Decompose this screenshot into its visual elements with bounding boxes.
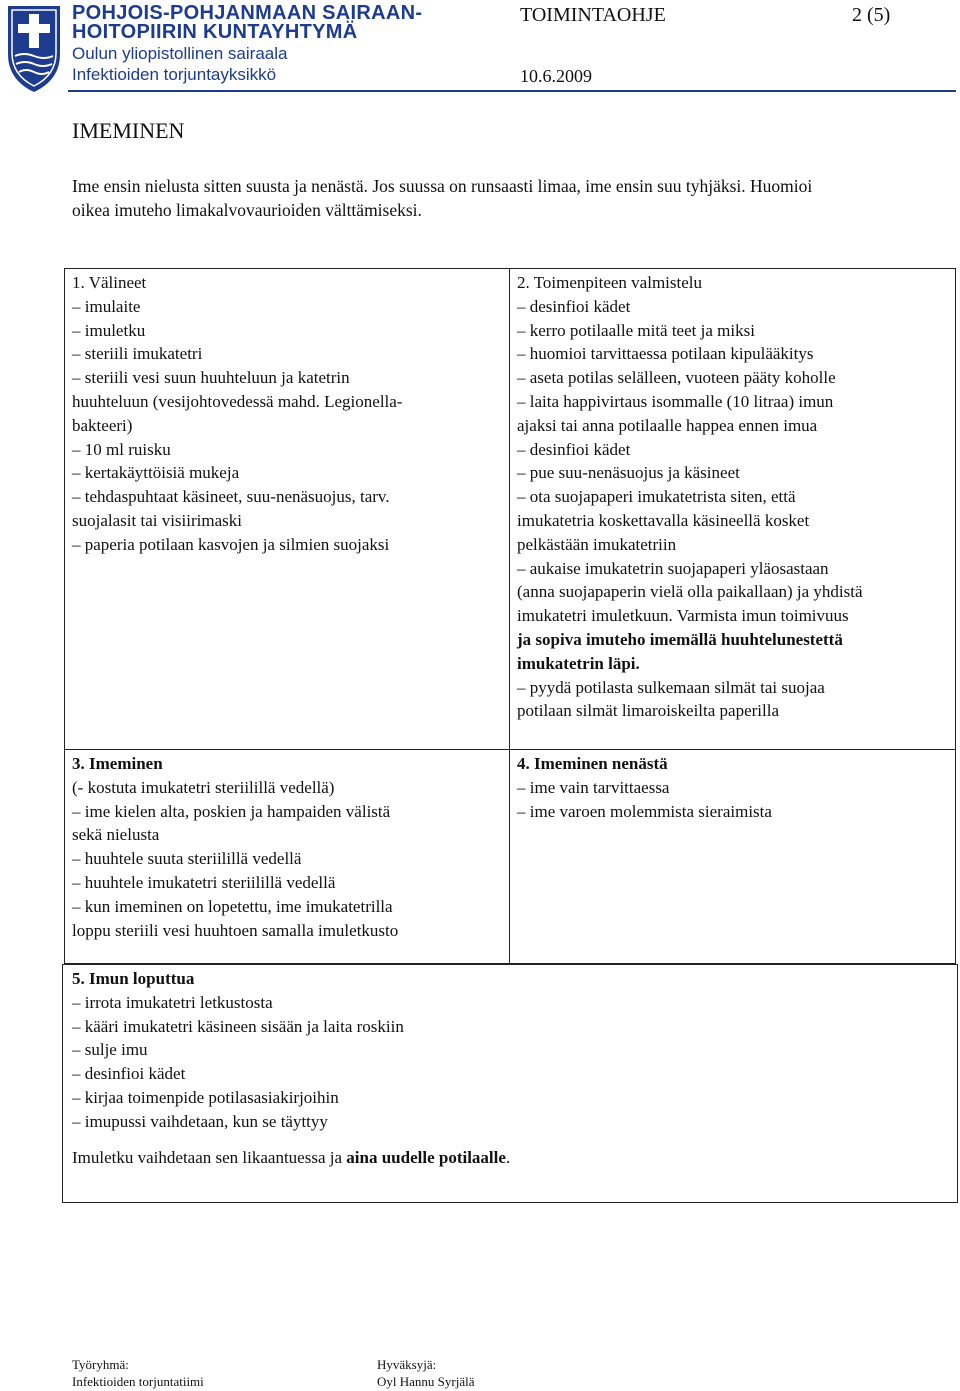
hospital-name: Oulun yliopistollinen sairaala <box>72 44 288 63</box>
list-item: – ota suojapaperi imukatetrista siten, että <box>517 487 796 507</box>
list-item: ajaksi tai anna potilaalle happea ennen imua <box>517 415 818 435</box>
list-item: – imupussi vaihdetaan, kun se täyttyy <box>72 1111 328 1131</box>
list-item: – imulaite <box>72 296 141 316</box>
unit-name: Infektioiden torjuntayksikkö <box>72 65 277 84</box>
list-item: imukatetri imuletkuun. Varmista imun toimivuus <box>517 606 849 626</box>
list-item: bakteeri) <box>72 415 133 435</box>
shield-crest-icon <box>4 2 64 94</box>
list-item: loppu steriili vesi huuhtoen samalla imuletkusto <box>72 920 399 940</box>
note-end: . <box>505 1147 511 1167</box>
note-text: Imuletku vaihdetaan sen likaantuessa ja <box>72 1147 347 1167</box>
list-item: – steriili imukatetri <box>72 344 203 364</box>
list-item: – kerro potilaalle mitä teet ja miksi <box>517 320 755 340</box>
list-item: – aseta potilas selälleen, vuoteen pääty koholle <box>517 368 836 388</box>
emphasis-line: imukatetrin läpi. <box>517 653 640 673</box>
list-item: – desinfioi kädet <box>72 1064 186 1084</box>
list-item: – steriili vesi suun huuhteluun ja katetrin <box>72 368 350 388</box>
list-item: – irrota imukatetri letkustosta <box>72 992 273 1012</box>
document-date: 10.6.2009 <box>520 66 592 86</box>
closing-note <box>72 1146 510 1170</box>
list-item: – kääri imukatetri käsineen sisään ja laita roskiin <box>72 1016 404 1036</box>
list-item: – ime kielen alta, poskien ja hampaiden välistä <box>72 801 391 821</box>
list-item: – imuletku <box>72 320 146 340</box>
note-emphasis: aina uudelle potilaalle <box>346 1147 506 1167</box>
list-item: – laita happivirtaus isommalle (10 litraa) imun <box>517 391 834 411</box>
list-item: (- kostuta imukatetri steriilillä vedellä) <box>72 777 335 797</box>
section-nasal-suction <box>517 752 772 823</box>
list-item: – huomioi tarvittaessa potilaan kipulääkitys <box>517 344 814 364</box>
intro-line: oikea imuteho limakalvovaurioiden välttämiseksi. <box>72 200 422 220</box>
list-item: – kirjaa toimenpide potilasasiakirjoihin <box>72 1087 339 1107</box>
list-item: huuhteluun (vesijohtovedessä mahd. Legionella- <box>72 391 403 411</box>
footer-group-value: Infektioiden torjuntatiimi <box>72 1374 204 1389</box>
section-after-suction <box>72 967 510 1169</box>
list-item: – pue suu-nenäsuojus ja käsineet <box>517 463 740 483</box>
section-preparation <box>517 271 863 723</box>
list-item: – aukaise imukatetrin suojapaperi yläosastaan <box>517 558 829 578</box>
document-type: TOIMINTAOHJE <box>520 4 666 26</box>
intro-line: Ime ensin nielusta sitten suusta ja nenästä. Jos suussa on runsaasti limaa, ime ensin suu tyhjäksi. Huomioi <box>72 176 813 196</box>
list-item: – desinfioi kädet <box>517 296 631 316</box>
list-item: – tehdaspuhtaat käsineet, suu-nenäsuojus, tarv. <box>72 487 390 507</box>
section-suction <box>72 752 398 942</box>
org-name-line1: POHJOIS-POHJANMAAN SAIRAAN- <box>72 2 423 24</box>
section-heading: 4. Imeminen nenästä <box>517 754 668 773</box>
list-item: – huuhtele imukatetri steriilillä vedellä <box>72 872 336 892</box>
list-item: – 10 ml ruisku <box>72 439 171 459</box>
list-item: – kun imeminen on lopetettu, ime imukatetrilla <box>72 896 393 916</box>
list-item: – ime vain tarvittaessa <box>517 777 670 797</box>
page-number: 2 (5) <box>852 4 891 26</box>
section-heading: 5. Imun loputtua <box>72 969 195 988</box>
list-item: – ime varoen molemmista sieraimista <box>517 801 772 821</box>
footer-group <box>72 1356 204 1390</box>
list-item: suojalasit tai visiirimaski <box>72 510 242 530</box>
org-name-line2: HOITOPIIRIN KUNTAYHTYMÄ <box>72 21 358 43</box>
section-heading: 1. Välineet <box>72 273 147 292</box>
list-item: – kertakäyttöisiä mukeja <box>72 463 240 483</box>
emphasis-line: ja sopiva imuteho imemällä huuhtelunestettä <box>517 629 843 649</box>
list-item: – desinfioi kädet <box>517 439 631 459</box>
list-item: – pyydä potilasta sulkemaan silmät tai suojaa <box>517 677 825 697</box>
section-heading: 3. Imeminen <box>72 754 163 773</box>
footer-approver-label: Hyväksyjä: <box>377 1357 437 1372</box>
intro-text <box>72 174 952 222</box>
footer-approver-value: Oyl Hannu Syrjälä <box>377 1374 475 1389</box>
list-item: pelkästään imukatetriin <box>517 534 677 554</box>
list-item: imukatetria koskettavalla käsineellä kosket <box>517 510 810 530</box>
list-item: – huuhtele suuta steriilillä vedellä <box>72 849 302 869</box>
list-item: sekä nielusta <box>72 825 160 845</box>
list-item: (anna suojapaperin vielä olla paikallaan) ja yhdistä <box>517 582 863 602</box>
section-equipment <box>72 271 402 557</box>
list-item: potilaan silmät limaroiskeilta paperilla <box>517 701 780 721</box>
list-item: – sulje imu <box>72 1040 148 1060</box>
section-heading: 2. Toimenpiteen valmistelu <box>517 273 702 292</box>
footer-approver <box>377 1356 474 1390</box>
list-item: – paperia potilaan kasvojen ja silmien suojaksi <box>72 534 390 554</box>
page-title: IMEMINEN <box>72 118 185 143</box>
footer-group-label: Työryhmä: <box>72 1357 129 1372</box>
header-divider <box>68 90 956 92</box>
